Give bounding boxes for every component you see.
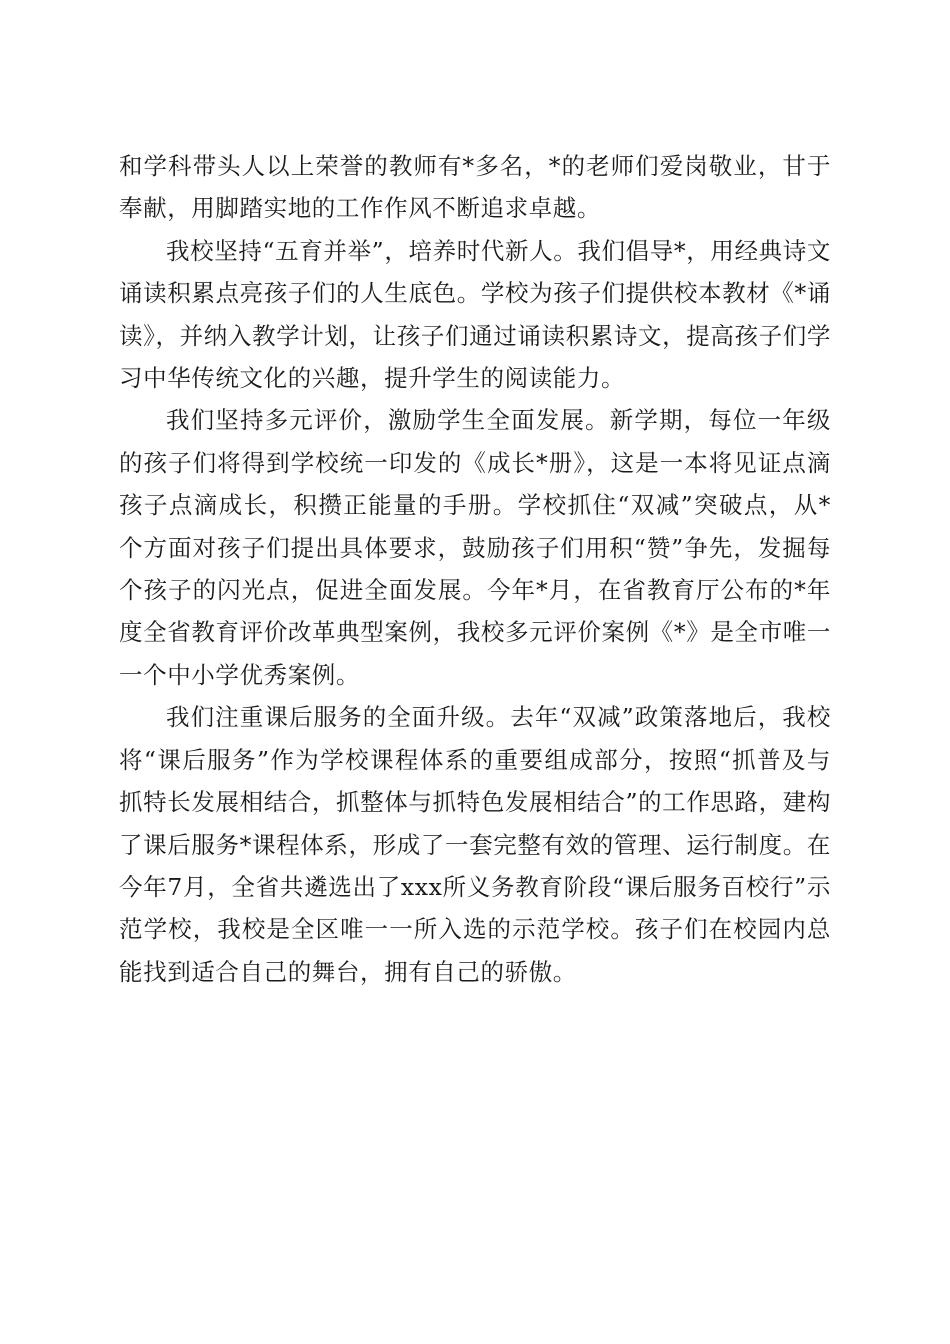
- paragraph-continuation: 和学科带头人以上荣誉的教师有*多名，*的老师们爱岗敬业，甘于奉献，用脚踏实地的工作作风不断追求卓越。: [119, 152, 831, 223]
- document-body: [119, 145, 831, 993]
- paragraph-after-school-service: 我们注重课后服务的全面升级。去年“双减”政策落地后，我校将“课后服务”作为学校课程体系的重要组成部分，按照“抓普及与抓特长发展相结合，抓整体与抓特色发展相结合”的工作思路，建构了课后服务*课程体系，形成了一套完整有效的管理、运行制度。在今年7月，全省共遴选出了xxx所义务教育阶段“课后服务百校行”示范学校，我校是全区唯一一所入选的示范学校。孩子们在校园内总能找到适合自己的舞台，拥有自己的骄傲。: [119, 703, 831, 986]
- paragraph-five-education: 我校坚持“五育并举”，培养时代新人。我们倡导*，用经典诗文诵读积累点亮孩子们的人生底色。学校为孩子们提供校本教材《*诵读》，并纳入教学计划，让孩子们通过诵读积累诗文，提高孩子们学习中华传统文化的兴趣，提升学生的阅读能力。: [119, 236, 831, 393]
- paragraph-evaluation: 我们坚持多元评价，激励学生全面发展。新学期，每位一年级的孩子们将得到学校统一印发的《成长*册》，这是一本将见证点滴孩子点滴成长，积攒正能量的手册。学校抓住“双减”突破点，从*个方面对孩子们提出具体要求，鼓励孩子们用积“赞”争先，发掘每个孩子的闪光点，促进全面发展。今年*月，在省教育厅公布的*年度全省教育评价改革典型案例，我校多元评价案例《*》是全市唯一一个中小学优秀案例。: [119, 406, 831, 689]
